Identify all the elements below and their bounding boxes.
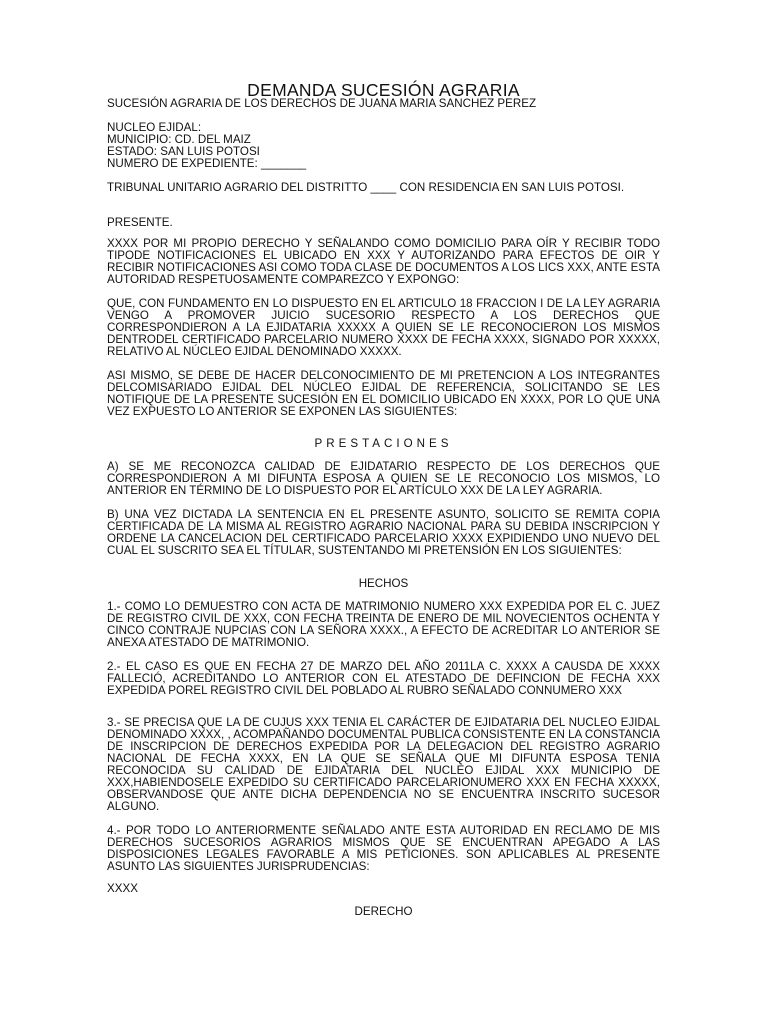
document-page bbox=[107, 0, 660, 1024]
header-field-municipio: MUNICIPIO: CD. DEL MAIZ bbox=[107, 133, 251, 147]
placeholder-text: XXXX bbox=[107, 882, 138, 895]
notice-paragraph: ASI MISMO, SE DEBE DE HACER DELCONOCIMIENTO DE MI PRETENCION A LOS INTEGRANTES DELCOMISARIADO EJIDAL DEL NÚCLEO EJIDAL DE REFERENCIA, SOLICITANDO SE LES NOTIFIQUE DE LA PRESENTE SUCESIÓN EN EL DOMICILIO UBICADO EN XXXX, POR LO QUE UNA VEZ EXPUESTO LO ANTERIOR SE EXPONEN LAS SIGUIENTES: bbox=[107, 369, 660, 419]
hechos-heading: HECHOS bbox=[358, 577, 409, 590]
hecho-1: 1.- COMO LO DEMUESTRO CON ACTA DE MATRIMONIO NUMERO XXX EXPEDIDA POR EL C. JUEZ DE REGISTRO CIVIL DE XXX, CON FECHA TREINTA DE ENERO DE MIL NOVECIENTOS OCHENTA Y CINCO CONTRAJE NUPCIAS CON LA SEÑORA XXXX., A EFECTO DE ACREDITAR LO ANTERIOR SE ANEXA ATESTADO DE MATRIMONIO. bbox=[107, 600, 660, 650]
addressee: TRIBUNAL UNITARIO AGRARIO DEL DISTRITTO ____ CON RESIDENCIA EN SAN LUIS POTOSI. bbox=[107, 181, 625, 194]
document-subtitle: SUCESIÓN AGRARIA DE LOS DERECHOS DE JUANA MARIA SANCHEZ PEREZ bbox=[107, 97, 537, 110]
header-fields bbox=[107, 122, 660, 170]
document-title: DEMANDA SUCESIÓN AGRARIA bbox=[247, 80, 520, 100]
prestacion-a: A) SE ME RECONOZCA CALIDAD DE EJIDATARIO RESPECTO DE LOS DERECHOS QUE CORRESPONDIERON A MI DIFUNTA ESPOSA A QUIEN SE LE RECONOCIO LOS MISMOS, LO ANTERIOR EN TÉRMINO DE LO DISPUESTO POR EL ARTÍCULO XXX DE LA LEY AGRARIA. bbox=[107, 460, 660, 498]
presente: PRESENTE. bbox=[107, 216, 173, 229]
intro-paragraph: XXXX POR MI PROPIO DERECHO Y SEÑALANDO COMO DOMICILIO PARA OÍR Y RECIBIR TODO TIPODE NOTIFICACIONES EL UBICADO EN XXX Y AUTORIZANDO PARA EFECTOS DE OIR Y RECIBIR NOTIFICACIONES ASI COMO TODA CLASE DE DOCUMENTOS A LOS LICS XXX, ANTE ESTA AUTORIDAD RESPETUOSAMENTE COMPAREZCO Y EXPONGO: bbox=[107, 237, 660, 287]
hecho-4: 4.- POR TODO LO ANTERIORMENTE SEÑALADO ANTE ESTA AUTORIDAD EN RECLAMO DE MIS DERECHOS SUCESORIOS AGRARIOS MISMOS QUE SE ENCUENTRAN APEGADO A LAS DISPOSICIONES LEGALES FAVORABLE A MIS PETICIONES. SON APLICABLES AL PRESENTE ASUNTO LAS SIGUIENTES JURISPRUDENCIAS: bbox=[107, 824, 660, 874]
hecho-3: 3.- SE PRECISA QUE LA DE CUJUS XXX TENIA EL CARÁCTER DE EJIDATARIA DEL NUCLEO EJIDAL DENOMINADO XXXX, , ACOMPAÑANDO DOCUMENTAL PUBLICA CONSISTENTE EN LA CONSTANCIA DE INSCRIPCION DE DERECHOS EXPEDIDA POR LA DELEGACION DEL REGISTRO AGRARIO NACIONAL DE FECHA XXXX, EN LA QUE SE SEÑALA QUE MI DIFUNTA ESPOSA TENIA RECONOCIDA SU CALIDAD DE EJIDATARIA DEL NUCLEO EJIDAL XXX MUNICIPIO DE XXX,HABIENDOSELE EXPEDIDO SU CERTIFICADO PARCELARIONUMERO XXX EN FECHA XXXXX, OBSERVANDOSE QUE ANTE DICHA DEPENDENCIA NO SE ENCUENTRA INSCRITO SUCESOR ALGUNO. bbox=[107, 716, 660, 814]
foundation-paragraph: QUE, CON FUNDAMENTO EN LO DISPUESTO EN EL ARTICULO 18 FRACCION I DE LA LEY AGRARIA VENGO A PROMOVER JUICIO SUCESORIO RESPECTO A LOS DERECHOS QUE CORRESPONDIERON A LA EJIDATARIA XXXXX A QUIEN SE LE RECONOCIERON LOS MISMOS DENTRODEL CERTIFICADO PARCELARIO NUMERO XXXX DE FECHA XXXX, SIGNADO POR XXXXX, RELATIVO AL NÚCLEO EJIDAL DENOMINADO XXXXX. bbox=[107, 297, 660, 359]
prestaciones-heading: PRESTACIONES bbox=[314, 437, 453, 450]
derecho-heading: DERECHO bbox=[354, 905, 413, 918]
header-field-nucleo: NUCLEO EJIDAL: bbox=[107, 121, 202, 134]
header-field-estado: ESTADO: SAN LUIS POTOSI bbox=[107, 145, 260, 159]
prestacion-b: B) UNA VEZ DICTADA LA SENTENCIA EN EL PRESENTE ASUNTO, SOLICITO SE REMITA COPIA CERTIFICADA DE LA MISMA AL REGISTRO AGRARIO NACIONAL PARA SU DEBIDA INSCRIPCION Y ORDENE LA CANCELACION DEL CERTIFICADO PARCELARIO XXXX EXPIDIENDO UNO NUEVO DEL CUAL EL SUSCRITO SEA EL TÍTULAR, SUSTENTANDO MI PRETENSIÓN EN LOS SIGUIENTES: bbox=[107, 508, 660, 558]
hecho-2: 2.- EL CASO ES QUE EN FECHA 27 DE MARZO DEL AÑO 2011LA C. XXXX A CAUSDA DE XXXX FALLECIÓ, ACREDITANDO LO ANTERIOR CON EL ATESTADO DE DEFINCION DE FECHA XXX EXPEDIDA POREL REGISTRO CIVIL DEL POBLADO AL RUBRO SEÑALADO CONNUMERO XXX bbox=[107, 660, 660, 698]
header-field-expediente: NUMERO DE EXPEDIENTE: _______ bbox=[107, 157, 307, 171]
